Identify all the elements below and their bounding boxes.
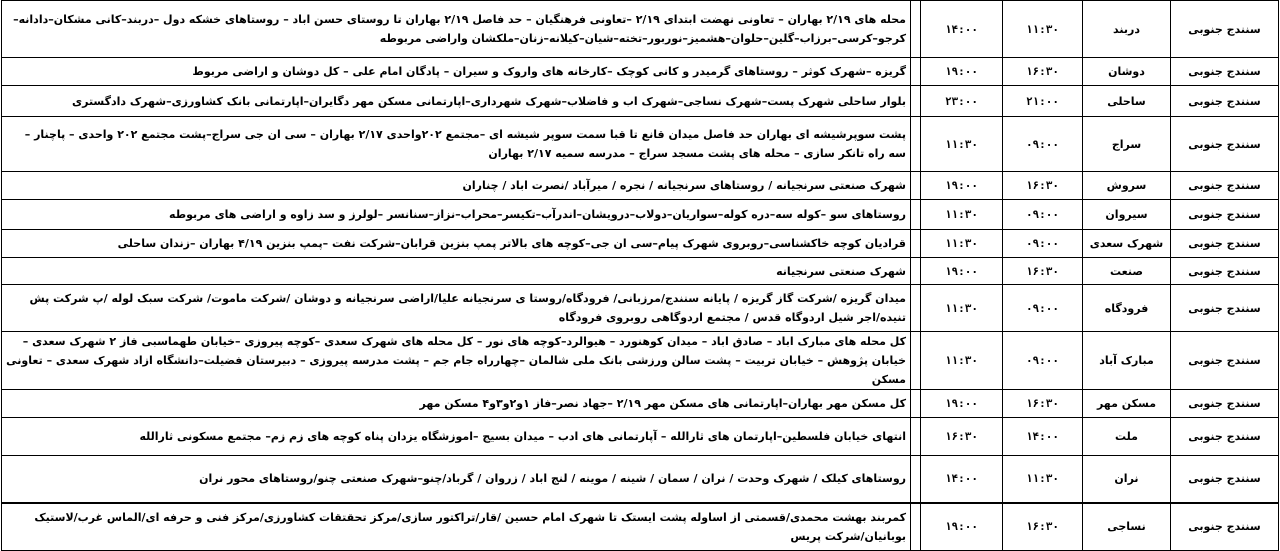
area-cell: مبارک آباد bbox=[1083, 332, 1171, 390]
end-time-cell: ۱۱:۳۰ bbox=[921, 285, 1003, 332]
covered-areas-cell: محله های ۲/۱۹ بهاران – تعاونی نهضت ابتدای ۲/۱۹ –تعاونی فرهنگیان – حد فاصل ۲/۱۹ بهاران تا روستای حسن اباد – روستاهای خشکه دول –دربند–کانی مشکان–دادانه–کرجو–کرسی–برزاب–گلین–حلوان–هشمیز–نوربور–تخته–شیان–کیلانه–زنان–ملکشان واراضی مربوطه bbox=[2, 1, 911, 58]
covered-areas-cell: روستاهای کیلک / شهرک وحدت / نران / سمان / شینه / موینه / لنج اباد / زروان / گرباد/چنو–شهرک صنعتی چنو/روستاهای محور نران bbox=[2, 456, 911, 503]
covered-areas-cell: قرادیان کوچه خاکشناسی–روبروی شهرک پیام–سی ان جی–کوچه های بالاتر پمپ بنزین قرابان–شرکت نفت –پمپ بنزین ۴/۱۹ بهاران –زندان ساحلی bbox=[2, 230, 911, 258]
column-spacer bbox=[911, 86, 921, 117]
region-cell: سنندج جنوبی bbox=[1171, 418, 1279, 456]
column-spacer bbox=[911, 117, 921, 172]
end-time-cell: ۱۱:۳۰ bbox=[921, 117, 1003, 172]
start-time-cell: ۱۶:۳۰ bbox=[1003, 58, 1083, 86]
covered-areas-cell: کل محله های مبارک اباد – صادق اباد – میدان کوهنورد – هیوالرد–کوچه های نور – کل محله های شهرک سعدی –کوچه پیروزی –خیابان طهماسبی فاز ۲ شهرک سعدی – خیابان پژوهش – خیابان تربیت – پشت سالن ورزشی بانک ملی شالمان –چهارراه جام جم – پشت مدرسه پیروزی – دبیرستان فضیلت–دانشگاه ازاد شهرک سعدی – تعاونی مسکن bbox=[2, 332, 911, 390]
area-cell: ساحلی bbox=[1083, 86, 1171, 117]
area-cell: نساجی bbox=[1083, 503, 1171, 551]
column-spacer bbox=[911, 172, 921, 200]
column-spacer bbox=[911, 1, 921, 58]
column-spacer bbox=[911, 332, 921, 390]
area-cell: دوشان bbox=[1083, 58, 1171, 86]
end-time-cell: ۱۹:۰۰ bbox=[921, 172, 1003, 200]
end-time-cell: ۱۹:۰۰ bbox=[921, 503, 1003, 551]
start-time-cell: ۰۹:۰۰ bbox=[1003, 285, 1083, 332]
region-cell: سنندج جنوبی bbox=[1171, 390, 1279, 418]
area-cell: سروش bbox=[1083, 172, 1171, 200]
covered-areas-cell: انتهای خیابان فلسطین–اپارتمان های ثارالله – آپارتمانی های ادب – میدان بسیج –اموزشگاه یزدان پناه کوچه های زم زم– مجتمع مسکونی ثارالله bbox=[2, 418, 911, 456]
region-cell: سنندج جنوبی bbox=[1171, 456, 1279, 503]
end-time-cell: ۱۹:۰۰ bbox=[921, 258, 1003, 285]
table-row bbox=[2, 258, 1279, 285]
end-time-cell: ۱۱:۳۰ bbox=[921, 200, 1003, 230]
column-spacer bbox=[911, 503, 921, 551]
start-time-cell: ۱۶:۳۰ bbox=[1003, 172, 1083, 200]
start-time-cell: ۱۶:۳۰ bbox=[1003, 503, 1083, 551]
table-row bbox=[2, 390, 1279, 418]
covered-areas-cell: پشت سوپرشیشه ای بهاران حد فاصل میدان قانع تا قبا سمت سوپر شیشه ای –مجتمع ۲۰۲واحدی ۲/۱۷ بهاران – سی ان جی سراج–پشت مجتمع ۲۰۲ واحدی – پاچنار – سه راه تانکر سازی – محله های پشت مسجد سراج – مدرسه سمیه ۲/۱۷ بهاران bbox=[2, 117, 911, 172]
table-row bbox=[2, 503, 1279, 551]
covered-areas-cell: کل مسکن مهر بهاران–اپارتمانی های مسکن مهر ۲/۱۹ –جهاد نصر–فاز ۱و۲و۳و۴ مسکن مهر bbox=[2, 390, 911, 418]
region-cell: سنندج جنوبی bbox=[1171, 200, 1279, 230]
region-cell: سنندج جنوبی bbox=[1171, 1, 1279, 58]
area-cell: فرودگاه bbox=[1083, 285, 1171, 332]
region-cell: سنندج جنوبی bbox=[1171, 86, 1279, 117]
table-row bbox=[2, 200, 1279, 230]
region-cell: سنندج جنوبی bbox=[1171, 503, 1279, 551]
region-cell: سنندج جنوبی bbox=[1171, 117, 1279, 172]
column-spacer bbox=[911, 285, 921, 332]
area-cell: دربند bbox=[1083, 1, 1171, 58]
area-cell: سراج bbox=[1083, 117, 1171, 172]
table-row bbox=[2, 456, 1279, 503]
start-time-cell: ۱۶:۳۰ bbox=[1003, 258, 1083, 285]
table-row bbox=[2, 117, 1279, 172]
covered-areas-cell: گریزه –شهرک کوثر – روستاهای گرمیدر و کانی کوچک –کارخانه های واروک و سیران – پادگان امام علی – کل دوشان و اراضی مربوط bbox=[2, 58, 911, 86]
covered-areas-cell: بلوار ساحلی شهرک پست–شهرک نساجی–شهرک اب و فاضلاب–شهرک شهرداری–اپارتمانی مسکن مهر دگایران–اپارتمانی بانک کشاورزی–شهرک دادگستری bbox=[2, 86, 911, 117]
outage-schedule-table bbox=[1, 0, 1279, 551]
covered-areas-cell: شهرک صنعتی سرنجیانه / روستاهای سرنجیانه / نجره / میرآباد /نصرت اباد / چناران bbox=[2, 172, 911, 200]
start-time-cell: ۰۹:۰۰ bbox=[1003, 200, 1083, 230]
column-spacer bbox=[911, 390, 921, 418]
end-time-cell: ۱۱:۳۰ bbox=[921, 230, 1003, 258]
area-cell: صنعت bbox=[1083, 258, 1171, 285]
start-time-cell: ۱۶:۳۰ bbox=[1003, 390, 1083, 418]
end-time-cell: ۱۴:۰۰ bbox=[921, 1, 1003, 58]
covered-areas-cell: روستاهای سو –کوله سه–دره کوله–سواریان–دولاب–درویشان–اندرآب–تکیسر–محراب–نزاز–سنانسر –لولرز و سد زاوه و اراضی های مربوطه bbox=[2, 200, 911, 230]
table-row bbox=[2, 86, 1279, 117]
column-spacer bbox=[911, 258, 921, 285]
column-spacer bbox=[911, 230, 921, 258]
region-cell: سنندج جنوبی bbox=[1171, 332, 1279, 390]
start-time-cell: ۱۱:۳۰ bbox=[1003, 456, 1083, 503]
area-cell: ملت bbox=[1083, 418, 1171, 456]
start-time-cell: ۰۹:۰۰ bbox=[1003, 117, 1083, 172]
column-spacer bbox=[911, 200, 921, 230]
end-time-cell: ۲۳:۰۰ bbox=[921, 86, 1003, 117]
region-cell: سنندج جنوبی bbox=[1171, 58, 1279, 86]
table-row bbox=[2, 58, 1279, 86]
end-time-cell: ۱۹:۰۰ bbox=[921, 390, 1003, 418]
column-spacer bbox=[911, 58, 921, 86]
start-time-cell: ۰۹:۰۰ bbox=[1003, 230, 1083, 258]
end-time-cell: ۱۴:۰۰ bbox=[921, 456, 1003, 503]
table-row bbox=[2, 230, 1279, 258]
end-time-cell: ۱۹:۰۰ bbox=[921, 58, 1003, 86]
start-time-cell: ۲۱:۰۰ bbox=[1003, 86, 1083, 117]
start-time-cell: ۱۴:۰۰ bbox=[1003, 418, 1083, 456]
covered-areas-cell: کمربند بهشت محمدی/قسمتی از اساوله پشت ایستک تا شهرک امام حسین /قار/تراکتور سازی/مرکز تحقتقات کشاورزی/مرکز فنی و حرفه ای/الماس غرب/لاستیک بوبانیان/شرکت پریس bbox=[2, 503, 911, 551]
column-spacer bbox=[911, 418, 921, 456]
end-time-cell: ۱۶:۳۰ bbox=[921, 418, 1003, 456]
area-cell: شهرک سعدی bbox=[1083, 230, 1171, 258]
area-cell: مسکن مهر bbox=[1083, 390, 1171, 418]
table-row bbox=[2, 332, 1279, 390]
region-cell: سنندج جنوبی bbox=[1171, 285, 1279, 332]
column-spacer bbox=[911, 456, 921, 503]
region-cell: سنندج جنوبی bbox=[1171, 230, 1279, 258]
region-cell: سنندج جنوبی bbox=[1171, 172, 1279, 200]
covered-areas-cell: میدان گریزه /شرکت گاز گریزه / پایانه سنندج/مرزبانی/ فرودگاه/روستا ی سرنجیانه علیا/اراضی سرنجیانه و دوشان /شرکت ماموت/ شرکت سبک لوله /پ شرکت پش تنیده/اجر شیل اردوگاه قدس / مجتمع اردوگاهی روبروی فرودگاه bbox=[2, 285, 911, 332]
area-cell: سیروان bbox=[1083, 200, 1171, 230]
table-row bbox=[2, 285, 1279, 332]
start-time-cell: ۱۱:۳۰ bbox=[1003, 1, 1083, 58]
end-time-cell: ۱۱:۳۰ bbox=[921, 332, 1003, 390]
table-row bbox=[2, 418, 1279, 456]
table-row bbox=[2, 172, 1279, 200]
start-time-cell: ۰۹:۰۰ bbox=[1003, 332, 1083, 390]
region-cell: سنندج جنوبی bbox=[1171, 258, 1279, 285]
area-cell: نران bbox=[1083, 456, 1171, 503]
covered-areas-cell: شهرک صنعتی سرنجیانه bbox=[2, 258, 911, 285]
table-row bbox=[2, 1, 1279, 58]
